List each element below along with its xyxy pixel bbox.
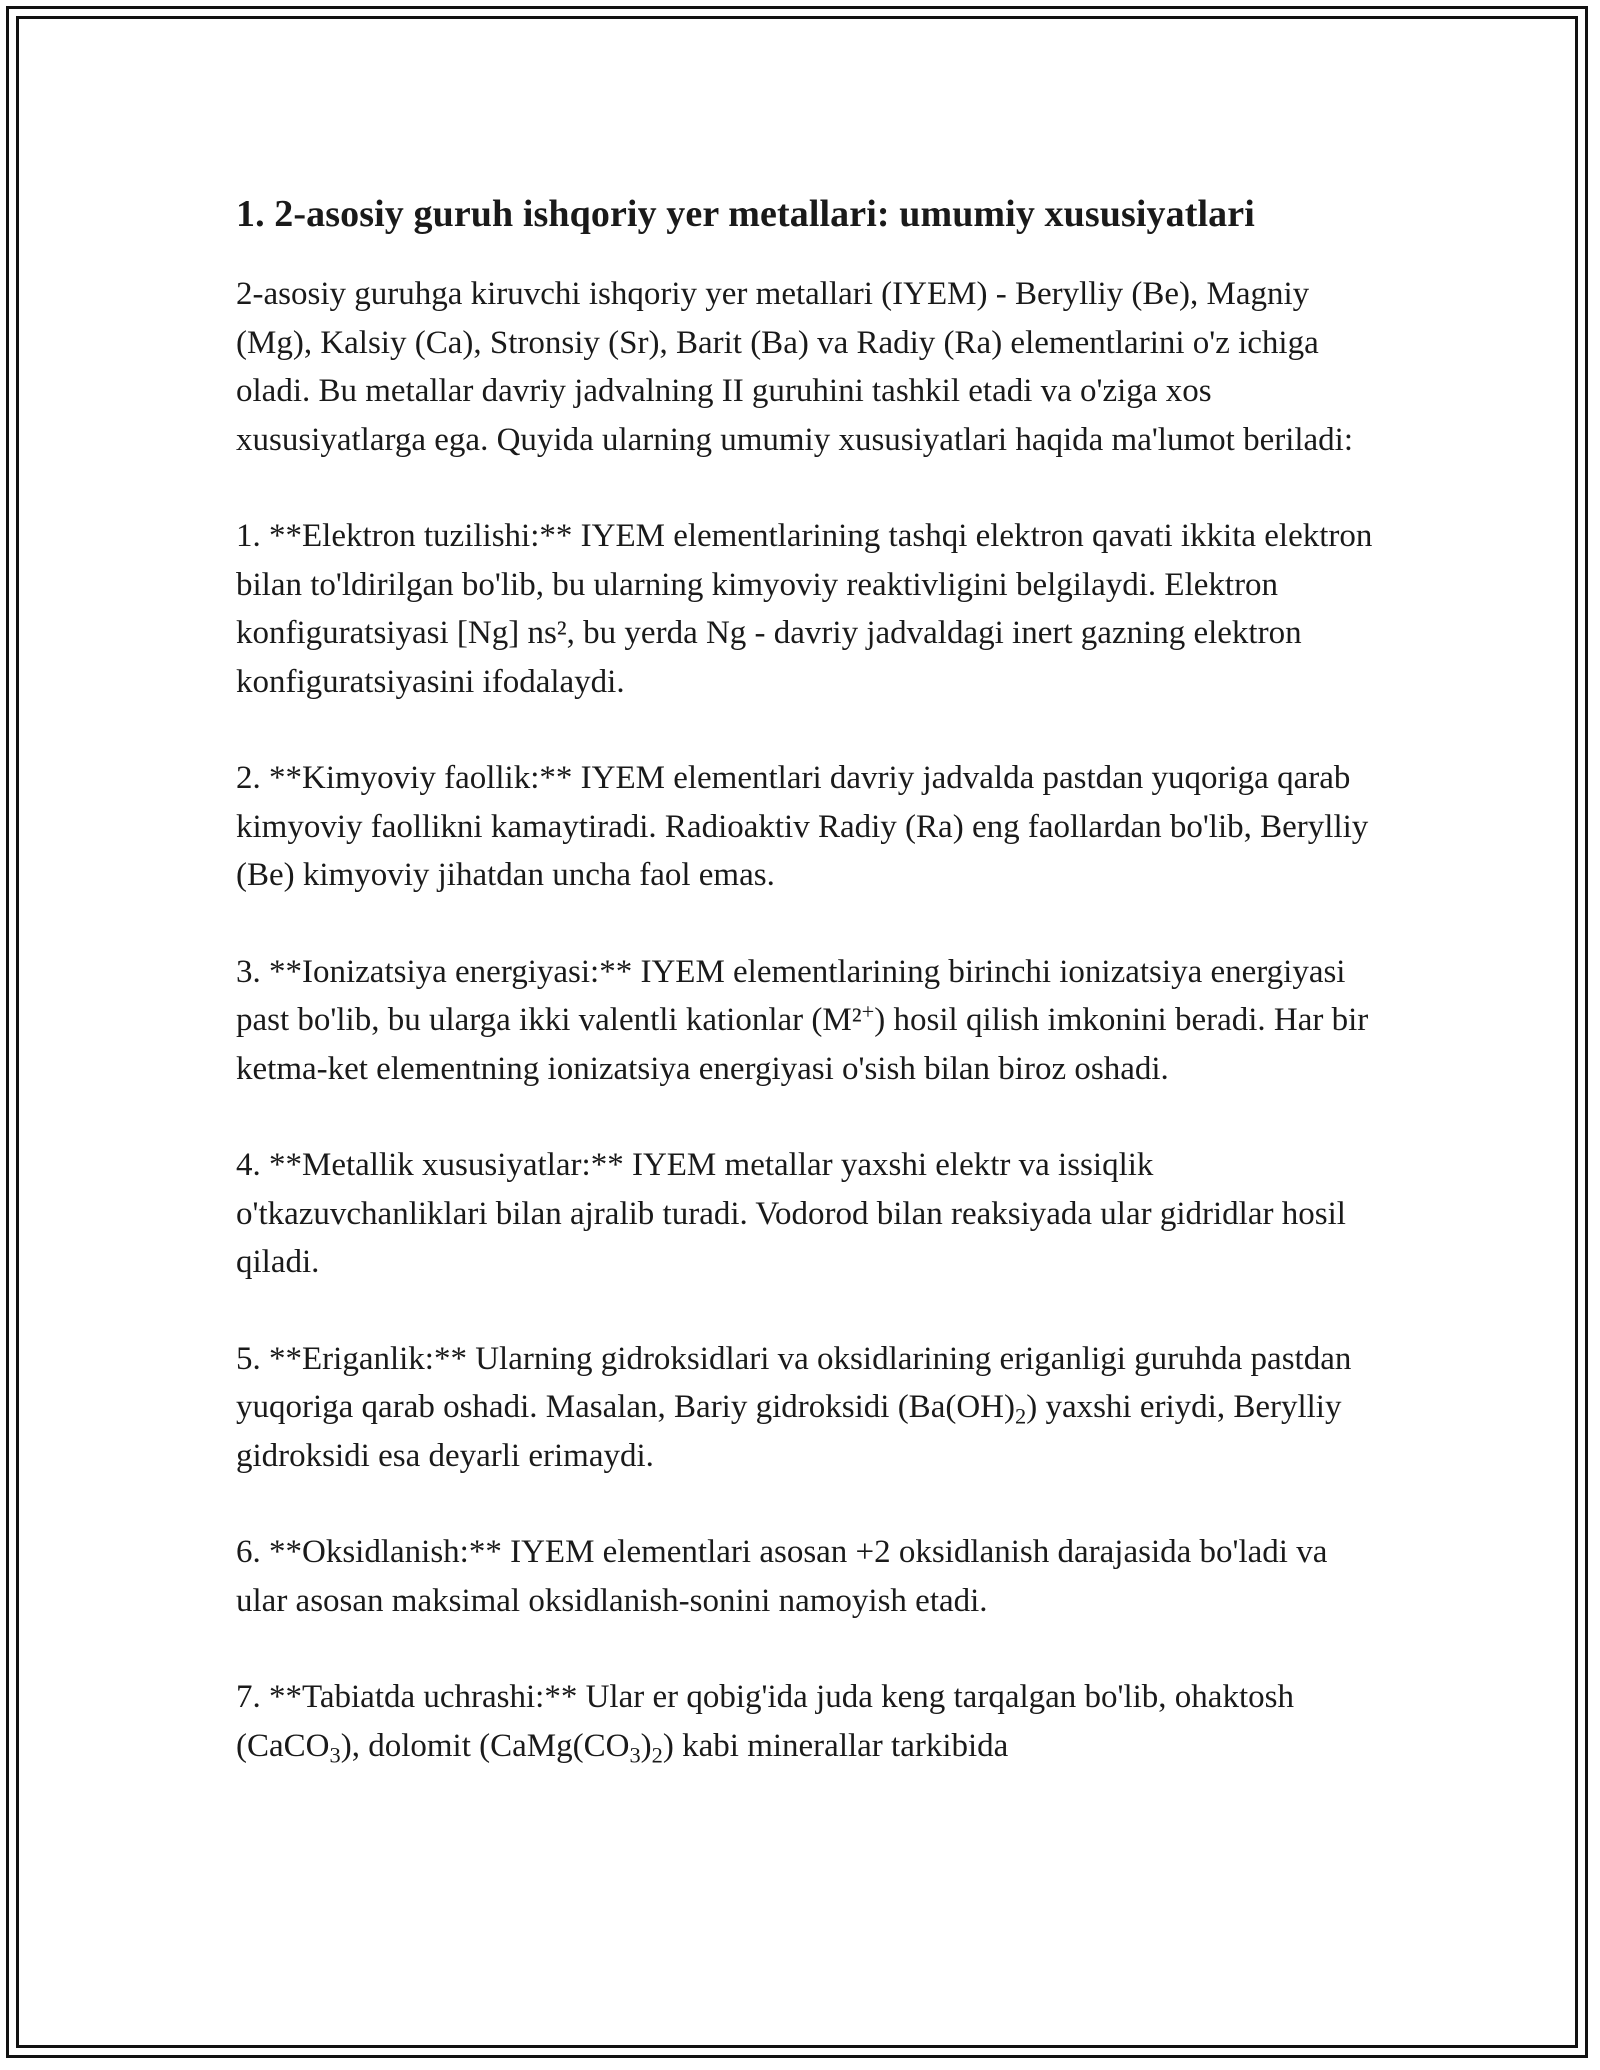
item-metallic-properties: 4. **Metallik xususiyatlar:** IYEM metallar yaxshi elektr va issiqlik o'tkazuvchanliklari bilan ajralib turadi. Vodorod bilan reaksiyada ular gidridlar hosil qiladi.	[236, 1147, 1346, 1280]
item-occurrence	[236, 1673, 1376, 1770]
formula-subscript: 2	[1014, 1403, 1027, 1429]
item-ionization-energy	[236, 948, 1376, 1094]
document-body	[236, 186, 1376, 1818]
item-electron-structure: 1. **Elektron tuzilishi:** IYEM elementlarining tashqi elektron qavati ikkita elektron bilan to'ldirilgan bo'lib, bu ularning kimyoviy reaktivligini belgilaydi. Elektron konfiguratsiyasi [Ng] ns², bu yerda Ng - davriy jadvaldagi inert gazning elektron konfiguratsiyasini ifodalaydi.	[236, 518, 1373, 700]
intro-paragraph: 2-asosiy guruhga kiruvchi ishqoriy yer metallari (IYEM) - Berylliy (Be), Magniy (Mg), Kalsiy (Ca), Stronsiy (Sr), Barit (Ba) va Radiy (Ra) elementlarini o'z ichiga oladi. Bu metallar davriy jadvalning II guruhini tashkil etadi va o'ziga xos xususiyatlarga ega. Quyida ularning umumiy xususiyatlari haqida ma'lumot beriladi:	[236, 276, 1354, 458]
item-solubility	[236, 1335, 1376, 1481]
item-ionization-text-2: ) hosil qilish imkonini beradi. Har bir ketma-ket elementning ionizatsiya energiyasi o'sish bilan biroz oshadi.	[236, 1002, 1369, 1087]
formula-subscript: 3	[629, 1742, 641, 1768]
formula-subscript: 3	[329, 1742, 341, 1768]
item-solubility-text-2: ) yaxshi eriydi, Berylliy gidroksidi esa deyarli erimaydi.	[236, 1389, 1342, 1474]
formula-subscript: 2	[651, 1742, 663, 1768]
item-oxidation: 6. **Oksidlanish:** IYEM elementlari asosan +2 oksidlanish darajasida bo'ladi va ular asosan maksimal oksidlanish-sonini namoyish etadi.	[236, 1534, 1328, 1619]
item-occurrence-text-4: ) kabi minerallar tarkibida	[662, 1727, 1009, 1764]
item-ionization-text-1: 3. **Ionizatsiya energiyasi:** IYEM elementlarining birinchi ionizatsiya energiyasi past bo'lib, bu ularga ikki valentli kationlar (M²	[236, 953, 1346, 1038]
page-title: 1. 2-asosiy guruh ishqoriy yer metallari: umumiy xususiyatlari	[236, 193, 1255, 235]
item-solubility-text-1: 5. **Eriganlik:** Ularning gidroksidlari va oksidlarining eriganligi guruhda pastdan yuqoriga qarab oshadi. Masalan, Bariy gidroksidi (Ba(OH)	[236, 1340, 1352, 1425]
item-occurrence-text-3: )	[640, 1727, 652, 1764]
item-chemical-activity: 2. **Kimyoviy faollik:** IYEM elementlari davriy jadvalda pastdan yuqoriga qarab kimyoviy faollikni kamaytiradi. Radioaktiv Radiy (Ra) eng faollardan bo'lib, Berylliy (Be) kimyoviy jihatdan uncha faol emas.	[236, 760, 1369, 893]
item-occurrence-text-1: 7. **Tabiatda uchrashi:** Ular er qobig'ida juda keng tarqalgan bo'lib, ohaktosh (CaCO	[236, 1679, 1294, 1764]
charge-superscript: +	[861, 998, 875, 1024]
item-occurrence-text-2: ), dolomit (CaMg(CO	[340, 1727, 630, 1764]
